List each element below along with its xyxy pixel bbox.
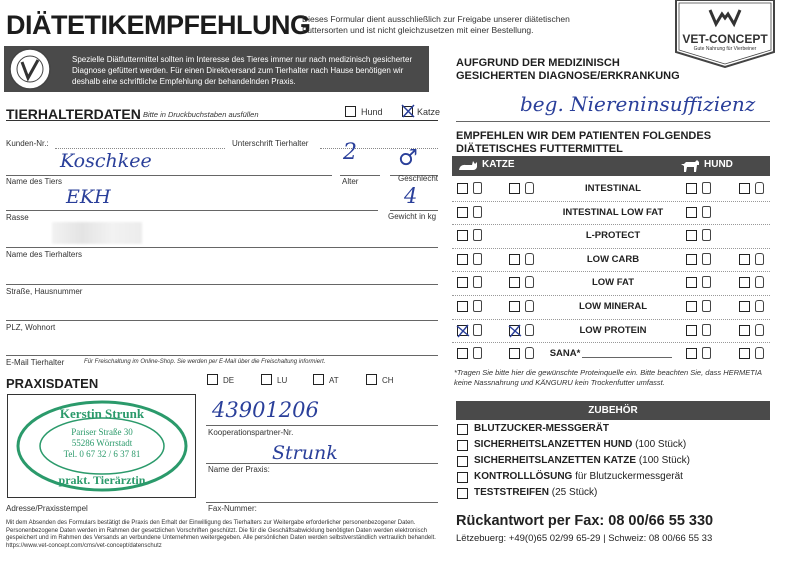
dry-food-bag-icon	[473, 206, 482, 218]
plz-label: PLZ, Wohnort	[6, 323, 56, 332]
zubehoer-item-detail: (100 Stück)	[632, 439, 687, 450]
zubehoer-item-name: SICHERHEITSLANZETTEN HUND	[474, 439, 633, 450]
diet-name-intestinal: INTESTINAL	[585, 183, 641, 194]
row-separator	[452, 295, 770, 296]
rasse-value[interactable]: EKH	[66, 186, 111, 208]
low-mineral-cat-wet-checkbox[interactable]	[509, 301, 520, 312]
check-mark-icon	[456, 324, 470, 338]
tierhalter-heading: TIERHALTERDATEN	[6, 106, 141, 122]
katze-column-label: KATZE	[482, 159, 515, 170]
country-lu-checkbox[interactable]	[261, 374, 272, 385]
praxis-heading: PRAXISDATEN	[6, 376, 99, 391]
low-protein-dog-dry-checkbox[interactable]	[686, 325, 697, 336]
dog-icon	[680, 159, 700, 173]
katze-label: Katze	[417, 107, 441, 117]
cat-icon	[458, 160, 478, 172]
l-protect-cat-dry-checkbox[interactable]	[457, 230, 468, 241]
recommendation-seal	[8, 47, 52, 91]
zubehoer-item-name: BLUTZUCKER-MESSGERÄT	[474, 423, 609, 434]
low-carb-cat-dry-checkbox[interactable]	[457, 254, 468, 265]
country-ch-checkbox[interactable]	[366, 374, 377, 385]
sana-footnote: *Tragen Sie bitte hier die gewünschte Proteinquelle ein. Bitte beachten Sie, dass HERMETIA keine Nassnahrung und KÄNGURU kein Trockenfutter umfasst.	[454, 368, 762, 387]
gewicht-value[interactable]: 4	[404, 184, 418, 208]
country-de-checkbox[interactable]	[207, 374, 218, 385]
wet-food-can-icon	[525, 324, 534, 336]
sana-cat-dry-checkbox[interactable]	[457, 348, 468, 359]
stamp-line-1: Kerstin Strunk	[59, 406, 145, 421]
dry-food-bag-icon	[702, 347, 711, 359]
fax-main: Rückantwort per Fax: 08 00/66 55 330	[456, 513, 714, 529]
dry-food-bag-icon	[473, 253, 482, 265]
unterschrift-label: Unterschrift Tierhalter	[232, 139, 309, 148]
adresse-label: Adresse/Praxisstempel	[6, 504, 88, 513]
dry-food-bag-icon	[702, 206, 711, 218]
country-lu-label: LU	[277, 376, 288, 385]
intestinal-dog-wet-checkbox[interactable]	[739, 183, 750, 194]
privacy-footer: Mit dem Absenden des Formulars bestätigt die Praxis den Erhalt der Einwilligung des Tierhalters zur Weitergabe erforderlicher personenbezogener Daten. Personenbezogene Daten werden im Rahmen der gesetzlichen Vorschriften geschützt. Die für die Geschäftsabwicklung benötigten Daten werden elektronisch gespeichert und im Rahmen des Versands an verbundene Unternehmen weitergegeben. Alle persönlichen Daten werden selbstverständlich vertraulich behandelt. https://www.vet-concept.com/cms/vet-concept/datenschutz	[6, 520, 436, 549]
dry-food-bag-icon	[702, 229, 711, 241]
dry-food-bag-icon	[702, 182, 711, 194]
wet-food-can-icon	[755, 253, 764, 265]
kooperation-value[interactable]: 43901206	[212, 398, 319, 422]
dry-food-bag-icon	[473, 324, 482, 336]
diet-name-low-carb: LOW CARB	[586, 253, 640, 265]
zubehoer-checkbox-2[interactable]	[457, 456, 468, 467]
gewicht-label: Gewicht in kg	[388, 212, 437, 221]
diagnose-heading	[456, 57, 680, 83]
banner-text: Spezielle Diätfuttermittel sollten im Interesse des Tieres immer nur nach medizinisch gesicherter Diagnose gefüttert werden. Für einen Direktversand zum Tierhalter nach Hause benötigen wir deshalb eine schriftliche Empfehlung der behandelnden Praxis.	[72, 55, 413, 86]
hund-column-label: HUND	[704, 159, 733, 170]
form-intro: Dieses Formular dient ausschließlich zur Freigabe unserer diätetischen Futtersorten und ist nicht gleichzusetzen mit einer Bestellung.	[302, 14, 570, 35]
dry-food-bag-icon	[702, 253, 711, 265]
sana-dog-dry-checkbox[interactable]	[686, 348, 697, 359]
low-mineral-dog-wet-checkbox[interactable]	[739, 301, 750, 312]
zubehoer-item-3	[474, 471, 683, 482]
geschlecht-value[interactable]: ♂	[398, 146, 418, 171]
katze-checkbox[interactable]	[402, 106, 413, 117]
low-mineral-cat-dry-checkbox[interactable]	[457, 301, 468, 312]
form-title: DIÄTETIKEMPFEHLUNG	[6, 10, 311, 40]
wet-food-can-icon	[525, 276, 534, 288]
alter-label: Alter	[342, 177, 359, 186]
wet-food-can-icon	[755, 300, 764, 312]
email-label: E-Mail Tierhalter	[6, 358, 65, 367]
check-mark-icon	[508, 324, 522, 338]
zubehoer-item-detail: (25 Stück)	[549, 487, 598, 498]
alter-value[interactable]: 2	[343, 140, 357, 165]
zubehoer-checkbox-4[interactable]	[457, 488, 468, 499]
wet-food-can-icon	[755, 324, 764, 336]
low-protein-cat-wet-checkbox[interactable]	[509, 325, 520, 336]
redacted-halter-name	[52, 222, 142, 244]
low-mineral-dog-dry-checkbox[interactable]	[686, 301, 697, 312]
logo-name: VET-CONCEPT	[682, 32, 768, 46]
low-fat-dog-wet-checkbox[interactable]	[739, 277, 750, 288]
zubehoer-item-1	[474, 439, 686, 450]
l-protect-dog-dry-checkbox[interactable]	[686, 230, 697, 241]
kundennr-label: Kunden-Nr.:	[6, 139, 49, 148]
dry-food-bag-icon	[473, 229, 482, 241]
dry-food-bag-icon	[702, 300, 711, 312]
wet-food-can-icon	[755, 347, 764, 359]
dry-food-bag-icon	[702, 324, 711, 336]
row-separator	[452, 319, 770, 320]
diagnose-heading-1: AUFGRUND DER MEDIZINISCH	[456, 57, 620, 69]
row-separator	[452, 271, 770, 272]
geschlecht-label: Geschlecht	[398, 174, 439, 183]
zubehoer-item-4	[474, 487, 597, 498]
diet-name-intestinal-low-fat: INTESTINAL LOW FAT	[562, 206, 664, 218]
empfehlung-heading-1: EMPFEHLEN WIR DEM PATIENTEN FOLGENDES	[456, 130, 712, 142]
empfehlung-heading-2: DIÄTETISCHES FUTTERMITTEL	[456, 143, 623, 155]
low-protein-cat-dry-checkbox[interactable]	[457, 325, 468, 336]
zubehoer-item-name: SICHERHEITSLANZETTEN KATZE	[474, 455, 637, 466]
stamp-line-5: prakt. Tierärztin	[58, 473, 146, 487]
diet-name-low-mineral: LOW MINERAL	[578, 301, 648, 312]
wet-food-can-icon	[525, 182, 534, 194]
check-mark-icon	[401, 104, 415, 118]
fax-number-label: Fax-Nummer:	[208, 504, 257, 513]
dry-food-bag-icon	[473, 276, 482, 288]
diet-name-l-protect: L-PROTECT	[585, 230, 641, 242]
wet-food-can-icon	[525, 253, 534, 265]
zubehoer-item-0	[474, 423, 609, 434]
intestinal-low-fat-cat-dry-checkbox[interactable]	[457, 207, 468, 218]
country-at-checkbox[interactable]	[313, 374, 324, 385]
dry-food-bag-icon	[473, 347, 482, 359]
diet-name-sana: SANA*	[549, 348, 581, 360]
hund-label: Hund	[361, 107, 383, 117]
email-note: Für Freischaltung im Online-Shop. Sie werden per E-Mail über die Freischaltung informiert.	[84, 359, 326, 365]
dry-food-bag-icon	[473, 182, 482, 194]
stamp-line-4: Tel. 0 67 32 / 6 37 81	[63, 449, 141, 459]
intestinal-dog-dry-checkbox[interactable]	[686, 183, 697, 194]
row-separator	[452, 248, 770, 249]
diagnose-heading-2: GESICHERTEN DIAGNOSE/ERKRANKUNG	[456, 70, 680, 82]
row-separator	[452, 342, 770, 343]
fax-sub: Lëtzebuerg: +49(0)65 02/99 65-29 | Schweiz: 08 00/66 55 33	[456, 533, 713, 544]
zubehoer-item-2	[474, 455, 690, 466]
low-fat-dog-dry-checkbox[interactable]	[686, 277, 697, 288]
wet-food-can-icon	[525, 300, 534, 312]
low-carb-dog-wet-checkbox[interactable]	[739, 254, 750, 265]
logo-tagline: Gute Nahrung für Vierbeiner	[693, 46, 757, 52]
rasse-label: Rasse	[6, 213, 29, 222]
hund-checkbox[interactable]	[345, 106, 356, 117]
low-fat-cat-dry-checkbox[interactable]	[457, 277, 468, 288]
praxis-name-value[interactable]: Strunk	[272, 442, 338, 464]
low-carb-cat-wet-checkbox[interactable]	[509, 254, 520, 265]
tier-name-label: Name des Tiers	[6, 177, 63, 186]
zubehoer-item-name: TESTSTREIFEN	[474, 487, 550, 498]
country-ch-label: CH	[382, 376, 394, 385]
zubehoer-item-name: KONTROLLLÖSUNG	[474, 471, 573, 482]
zubehoer-checkbox-3[interactable]	[457, 472, 468, 483]
country-at-label: AT	[329, 376, 339, 385]
zubehoer-item-detail: (100 Stück)	[636, 455, 690, 466]
stamp-line-3: 55286 Wörrstadt	[71, 438, 133, 448]
empfehlung-heading	[456, 130, 711, 156]
intestinal-cat-wet-checkbox[interactable]	[509, 183, 520, 194]
stamp-line-2: Pariser Straße 30	[71, 427, 133, 437]
diet-name-low-protein: LOW PROTEIN	[579, 324, 647, 336]
low-protein-dog-wet-checkbox[interactable]	[739, 325, 750, 336]
country-de-label: DE	[223, 376, 235, 385]
tier-name-value[interactable]: Koschkee	[60, 150, 152, 172]
practice-stamp	[14, 398, 190, 494]
zubehoer-checkbox-0[interactable]	[457, 424, 468, 435]
zubehoer-heading: ZUBEHÖR	[588, 405, 638, 416]
row-separator	[452, 201, 770, 202]
wet-food-can-icon	[755, 276, 764, 288]
intestinal-cat-dry-checkbox[interactable]	[457, 183, 468, 194]
low-fat-cat-wet-checkbox[interactable]	[509, 277, 520, 288]
row-separator	[452, 224, 770, 225]
low-carb-dog-dry-checkbox[interactable]	[686, 254, 697, 265]
kooperation-label: Kooperationspartner-Nr.	[208, 428, 294, 437]
zubehoer-checkbox-1[interactable]	[457, 440, 468, 451]
zubehoer-item-detail: für Blutzuckermessgerät	[572, 471, 683, 482]
diet-name-low-fat: LOW FAT	[591, 277, 635, 289]
tierhalter-note: Bitte in Druckbuchstaben ausfüllen	[143, 110, 259, 119]
wet-food-can-icon	[755, 182, 764, 194]
sana-dog-wet-checkbox[interactable]	[739, 348, 750, 359]
halter-name-label: Name des Tierhalters	[6, 250, 83, 259]
dry-food-bag-icon	[702, 276, 711, 288]
diagnose-value[interactable]: beg. Niereninsuffizienz	[520, 92, 756, 116]
intestinal-low-fat-dog-dry-checkbox[interactable]	[686, 207, 697, 218]
strasse-label: Straße, Hausnummer	[6, 287, 83, 296]
dry-food-bag-icon	[473, 300, 482, 312]
praxis-name-label: Name der Praxis:	[208, 465, 270, 474]
